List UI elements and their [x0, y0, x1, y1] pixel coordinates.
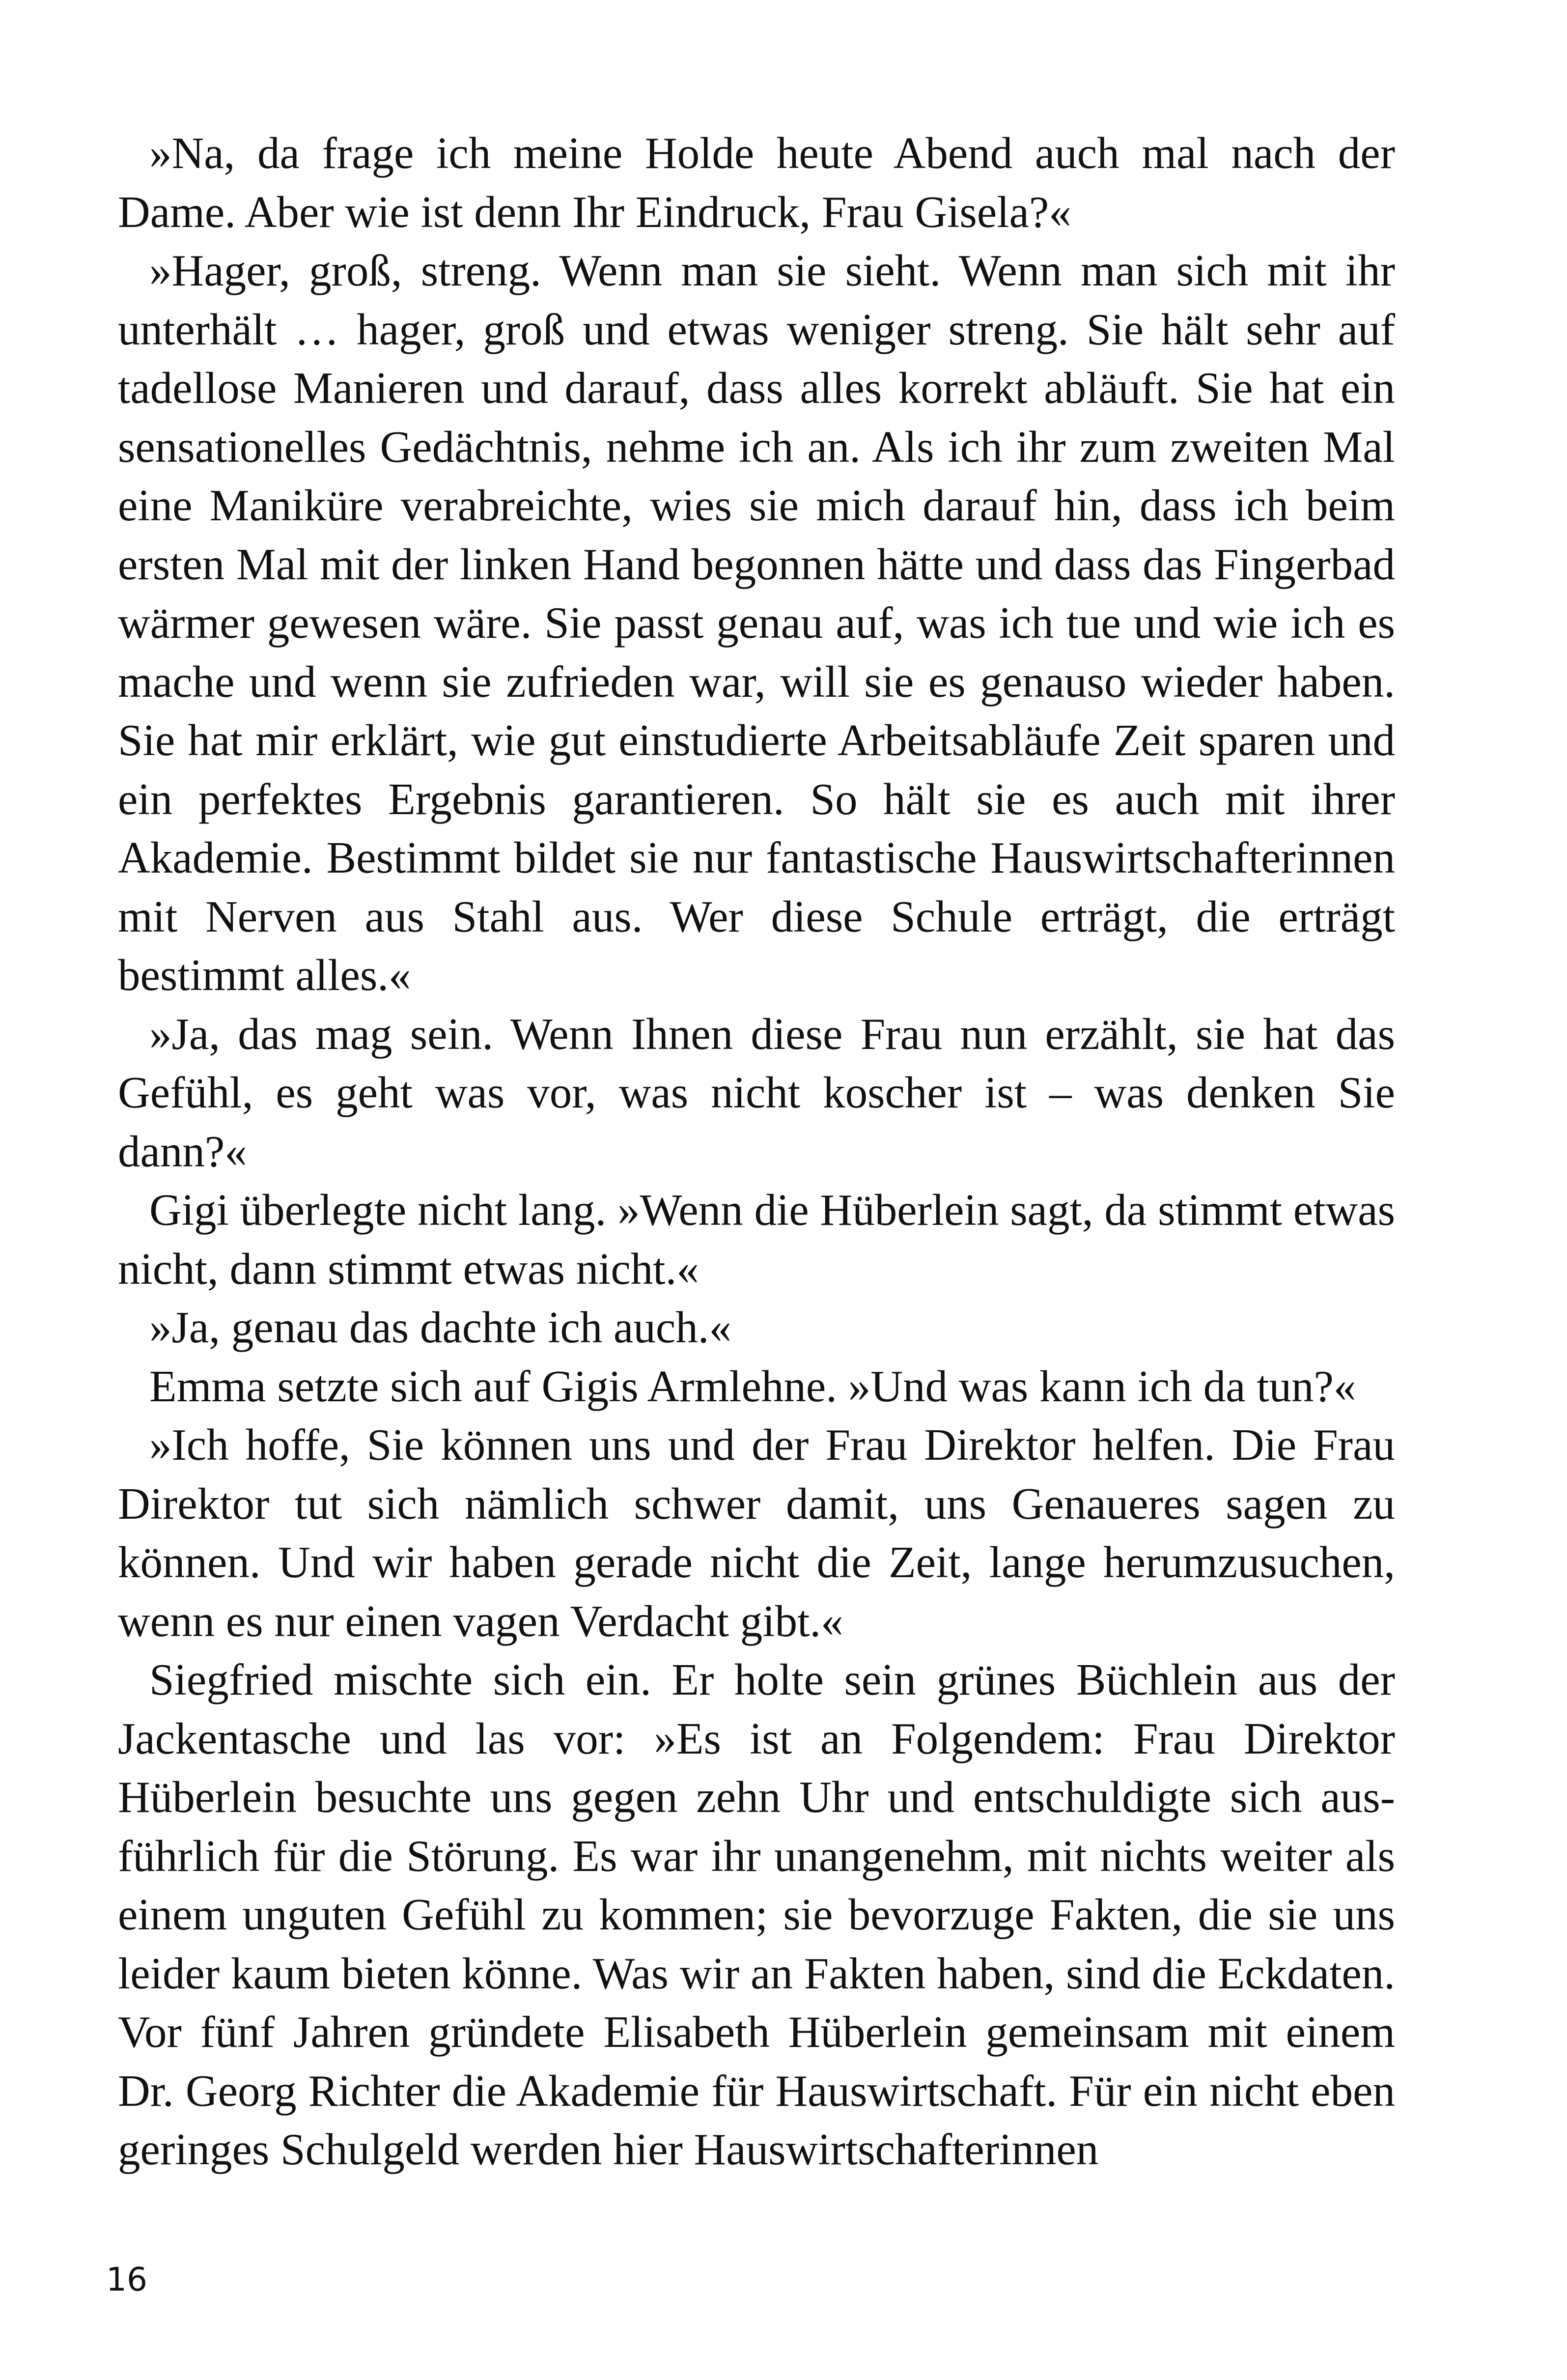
paragraph-3: »Ja, das mag sein. Wenn Ihnen diese Frau nun erzählt, sie hat das Gefühl, es geht was vor, was nicht koscher ist – was denken Sie dann?«: [118, 1009, 1395, 1176]
body-text: [118, 124, 1395, 2179]
paragraph-2: »Hager, groß, streng. Wenn man sie sieht. Wenn man sich mit ihr unterhält … hager, groß und etwas weniger streng. Sie hält sehr auf tadellose Manieren und darauf, dass alles korrekt abläuft. Sie hat ein sensationelles Gedächtnis, nehme ich an. Als ich ihr zum zweiten Mal eine Maniküre verabreichte, wies sie mich darauf hin, dass ich beim ersten Mal mit der linken Hand begonnen hätte und dass das Fingerbad wärmer gewesen wäre. Sie passt genau auf, was ich tue und wie ich es mache und wenn sie zufrieden war, will sie es genauso wieder haben. Sie hat mir erklärt, wie gut einstudierte Arbeitsabläufe Zeit sparen und ein perfektes Ergebnis garantieren. So hält sie es auch mit ihrer Akademie. Bestimmt bildet sie nur fantastische Hauswirtschafterinnen mit Nerven aus Stahl aus. Wer diese Schule erträgt, die erträgt bestimmt alles.«: [118, 246, 1395, 1000]
paragraph-5: »Ja, genau das dachte ich auch.«: [149, 1303, 732, 1352]
paragraph-7: »Ich hoffe, Sie können uns und der Frau Direktor helfen. Die Frau Direktor tut sich nämlich schwer damit, uns Genaueres sagen zu können. Und wir haben gerade nicht die Zeit, lange herumzusuchen, wenn es nur einen vagen Verdacht gibt.«: [118, 1420, 1395, 1646]
paragraph-4: Gigi überlegte nicht lang. »Wenn die Hüberlein sagt, da stimmt etwas nicht, dann stimmt etwas nicht.«: [118, 1185, 1395, 1294]
paragraph-6: Emma setzte sich auf Gigis Armlehne. »Und was kann ich da tun?«: [149, 1361, 1356, 1411]
paragraph-8: Siegfried mischte sich ein. Er holte sein grünes Büchlein aus der Jackentasche und las vor: »Es ist an Folgendem: Frau Direktor Hüberlein besuchte uns gegen zehn Uhr und entschuldigte sich ausführlich für die Störung. Es war ihr unangenehm, mit nichts weiter als einem unguten Gefühl zu kommen; sie bevorzuge Fakten, die sie uns leider kaum bieten könne. Was wir an Fakten haben, sind die Eckdaten. Vor fünf Jahren gründete Elisabeth Hüberlein gemeinsam mit einem Dr. Georg Richter die Akademie für Hauswirtschaft. Für ein nicht eben geringes Schulgeld werden hier Hauswirtschafterinnen: [118, 1655, 1395, 2174]
page-number: 16: [106, 2261, 147, 2298]
paragraph-1: »Na, da frage ich meine Holde heute Abend auch mal nach der Dame. Aber wie ist denn Ihr Eindruck, Frau Gisela?«: [118, 128, 1395, 237]
